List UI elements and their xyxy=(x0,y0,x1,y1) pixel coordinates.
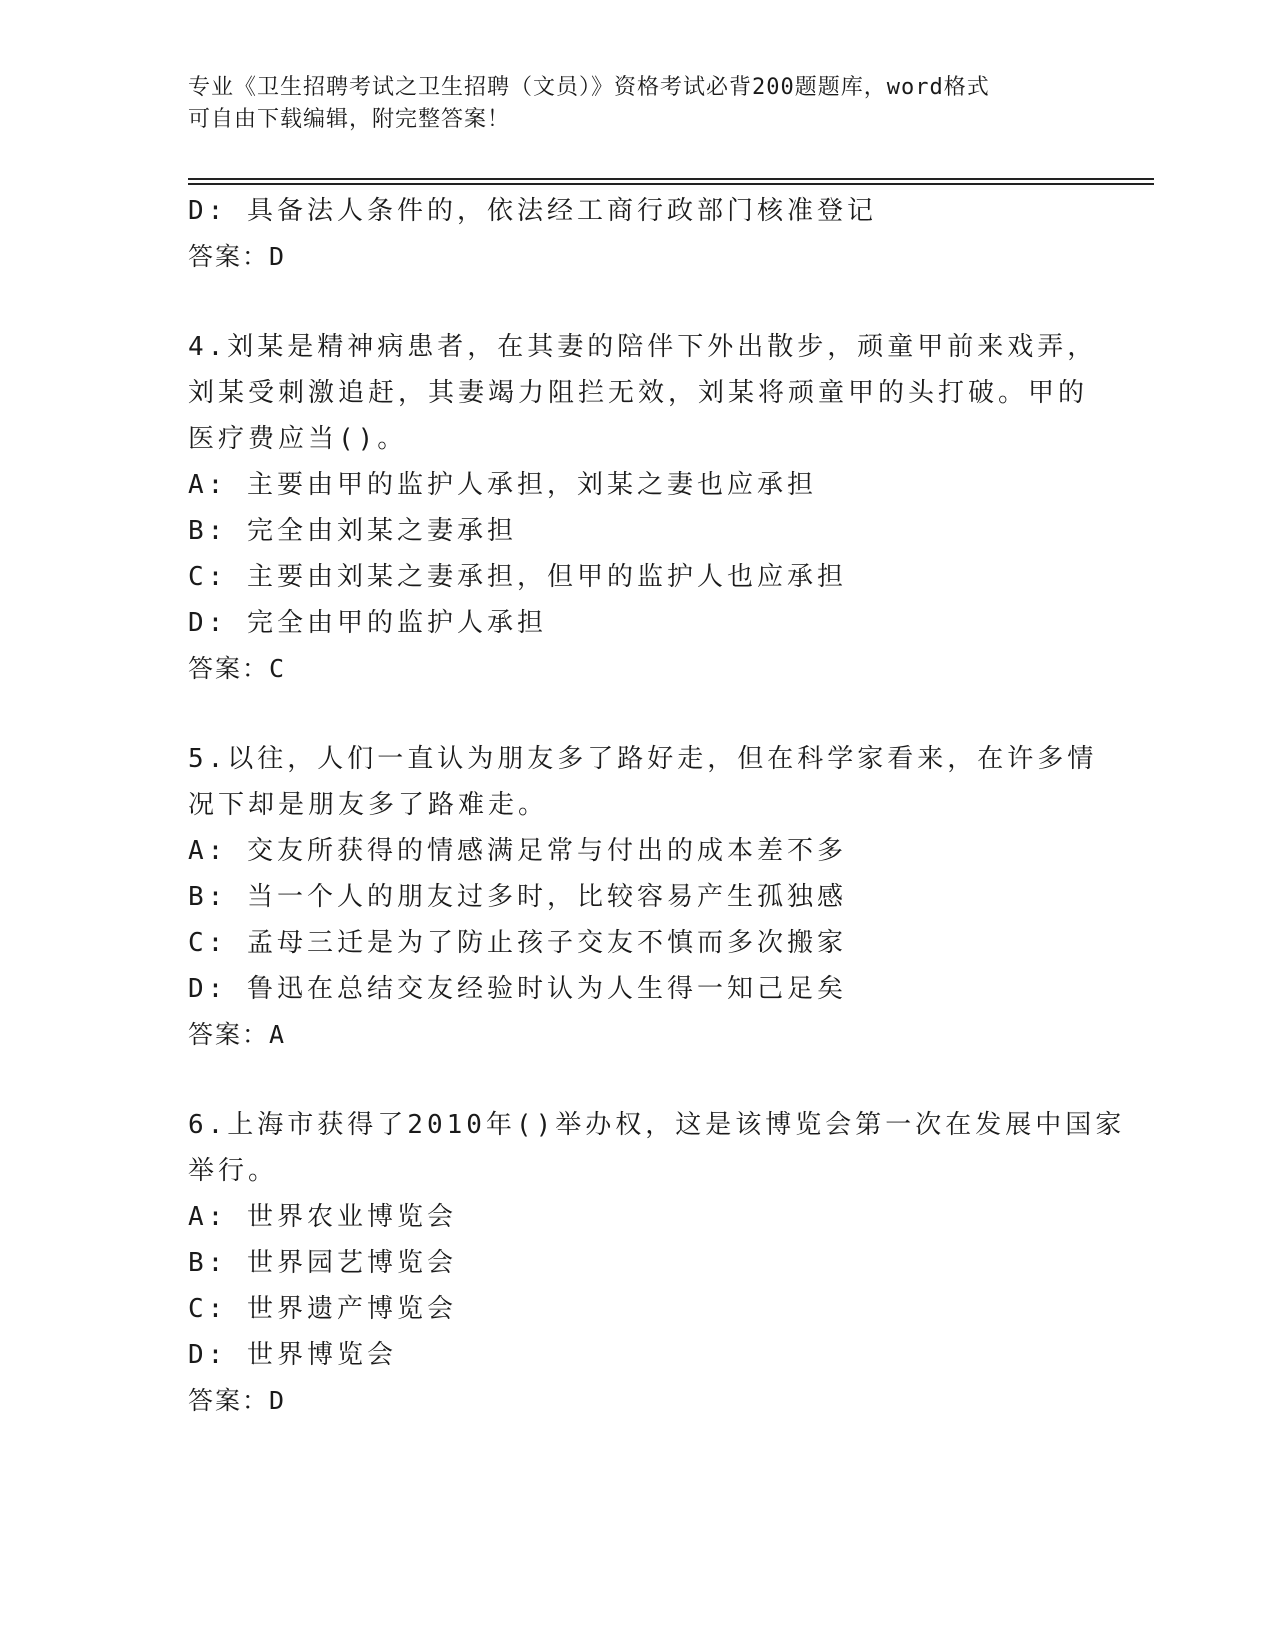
option-d: D: 鲁迅在总结交友经验时认为人生得一知己足矣 xyxy=(188,974,847,1004)
answer-label: 答案： xyxy=(188,654,270,683)
answer-label: 答案： xyxy=(188,242,270,271)
option-b: B: 世界园艺博览会 xyxy=(188,1248,457,1278)
question-stem-line: 刘某受刺激追赶，其妻竭力阻拦无效，刘某将顽童甲的头打破。甲的 xyxy=(188,378,1089,408)
question-block-4 xyxy=(188,324,1098,692)
answer-line xyxy=(188,1012,1088,1058)
question-block-5 xyxy=(188,736,1098,1058)
answer-line xyxy=(188,1378,1088,1424)
answer-label: 答案： xyxy=(188,1020,270,1049)
answer-line xyxy=(188,646,1088,692)
document-header xyxy=(188,72,1068,136)
header-title-line-2: 可自由下载编辑，附完整答案！ xyxy=(188,107,511,132)
option-a: A: 世界农业博览会 xyxy=(188,1202,457,1232)
answer-value: D xyxy=(269,1386,287,1415)
header-divider-bottom xyxy=(188,183,1154,185)
question-stem-line: 4.刘某是精神病患者，在其妻的陪伴下外出散步，顽童甲前来戏弄， xyxy=(188,332,1098,362)
option-b: B: 完全由刘某之妻承担 xyxy=(188,516,517,546)
option-b: B: 当一个人的朋友过多时，比较容易产生孤独感 xyxy=(188,882,847,912)
option-a: A: 交友所获得的情感满足常与付出的成本差不多 xyxy=(188,836,847,866)
answer-value: C xyxy=(269,654,287,683)
answer-label: 答案： xyxy=(188,1386,270,1415)
option-c: C: 孟母三迁是为了防止孩子交友不慎而多次搬家 xyxy=(188,928,847,958)
option-d: D: 世界博览会 xyxy=(188,1340,397,1370)
option-d: D: 具备法人条件的，依法经工商行政部门核准登记 xyxy=(188,196,877,226)
question-stem-line: 医疗费应当()。 xyxy=(188,424,408,454)
question-stem-line: 举行。 xyxy=(188,1156,279,1186)
answer-value: A xyxy=(269,1020,287,1049)
question-stem-line: 况下却是朋友多了路难走。 xyxy=(188,790,549,820)
option-a: A: 主要由甲的监护人承担，刘某之妻也应承担 xyxy=(188,470,817,500)
option-c: C: 世界遗产博览会 xyxy=(188,1294,457,1324)
option-c: C: 主要由刘某之妻承担，但甲的监护人也应承担 xyxy=(188,562,847,592)
question-block-partial xyxy=(188,188,1088,280)
header-divider-top xyxy=(188,178,1154,180)
answer-value: D xyxy=(269,242,287,271)
question-list xyxy=(188,188,1126,1424)
header-title-line-1: 专业《卫生招聘考试之卫生招聘（文员）》资格考试必背200题题库，word格式 xyxy=(188,75,990,100)
question-block-6 xyxy=(188,1102,1126,1424)
question-stem-line: 6.上海市获得了2010年()举办权，这是该博览会第一次在发展中国家 xyxy=(188,1110,1126,1140)
answer-line xyxy=(188,234,1088,280)
question-stem-line: 5.以往，人们一直认为朋友多了路好走，但在科学家看来，在许多情 xyxy=(188,744,1098,774)
option-d: D: 完全由甲的监护人承担 xyxy=(188,608,547,638)
